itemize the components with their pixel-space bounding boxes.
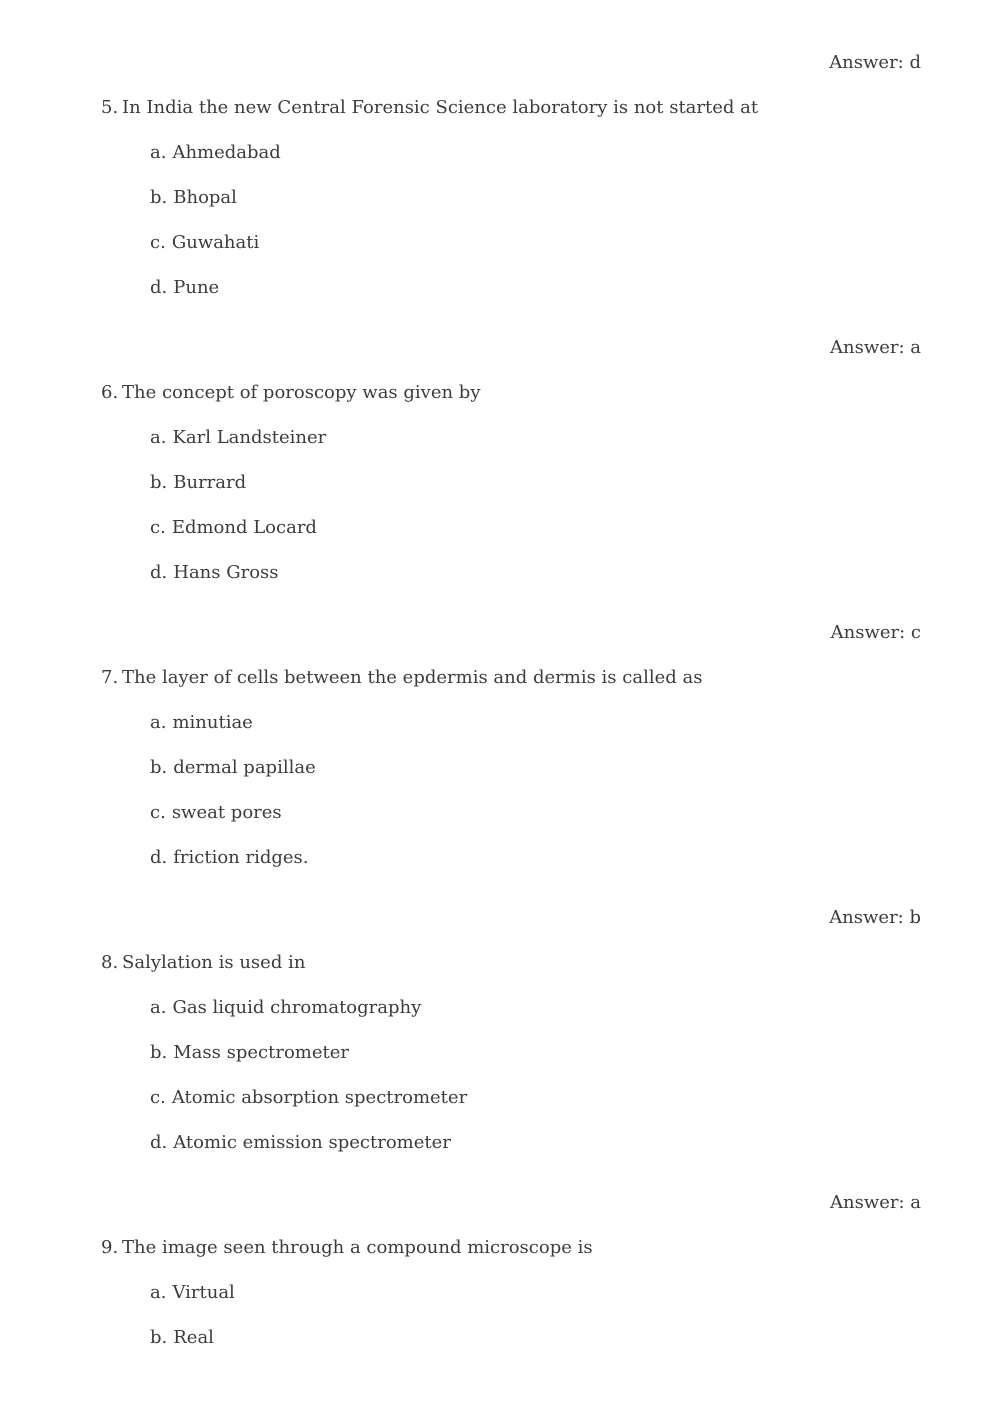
option-text: Hans Gross <box>173 562 279 583</box>
option-5a <box>150 144 281 162</box>
question-number: 8. <box>101 952 119 973</box>
answer-line: Answer: d <box>829 52 921 73</box>
option-text: Edmond Locard <box>171 517 317 538</box>
answer-line: Answer: c <box>830 622 921 643</box>
question-9 <box>101 1239 593 1257</box>
option-5b <box>150 189 237 207</box>
option-letter: c. <box>150 232 166 253</box>
option-7d <box>150 849 309 867</box>
option-text: minutiae <box>172 712 253 733</box>
answer-line: Answer: a <box>829 337 921 358</box>
option-text: Mass spectrometer <box>173 1042 349 1063</box>
option-text: Real <box>173 1327 214 1348</box>
option-5d <box>150 279 219 297</box>
question-text: The concept of poroscopy was given by <box>122 382 481 403</box>
option-text: Burrard <box>173 472 247 493</box>
option-letter: b. <box>150 1327 168 1348</box>
question-5 <box>101 99 758 117</box>
option-text: sweat pores <box>171 802 282 823</box>
option-5c <box>150 234 259 252</box>
option-letter: b. <box>150 472 168 493</box>
question-number: 6. <box>101 382 119 403</box>
option-text: Atomic absorption spectrometer <box>171 1087 468 1108</box>
option-letter: b. <box>150 1042 168 1063</box>
option-text: Virtual <box>172 1282 235 1303</box>
option-text: Gas liquid chromatography <box>172 997 422 1018</box>
question-7 <box>101 669 702 687</box>
option-letter: c. <box>150 1087 166 1108</box>
question-number: 7. <box>101 667 119 688</box>
question-number: 5. <box>101 97 119 118</box>
option-7b <box>150 759 316 777</box>
question-text: Salylation is used in <box>122 952 306 973</box>
option-text: Guwahati <box>171 232 260 253</box>
question-8 <box>101 954 305 972</box>
option-9b <box>150 1329 214 1347</box>
option-7c <box>150 804 282 822</box>
question-text: The layer of cells between the epdermis and dermis is called as <box>122 667 703 688</box>
option-6a <box>150 429 326 447</box>
option-letter: c. <box>150 517 166 538</box>
option-letter: a. <box>150 142 167 163</box>
question-6 <box>101 384 481 402</box>
option-text: Ahmedabad <box>172 142 281 163</box>
answer-line: Answer: a <box>829 1192 921 1213</box>
option-letter: a. <box>150 712 167 733</box>
answer-line: Answer: b <box>829 907 921 928</box>
option-text: friction ridges. <box>173 847 309 868</box>
option-letter: b. <box>150 187 168 208</box>
option-letter: a. <box>150 1282 167 1303</box>
option-9a <box>150 1284 235 1302</box>
question-text: In India the new Central Forensic Science laboratory is not started at <box>122 97 759 118</box>
option-letter: d. <box>150 1132 168 1153</box>
option-letter: d. <box>150 847 168 868</box>
option-letter: c. <box>150 802 166 823</box>
option-6c <box>150 519 317 537</box>
question-number: 9. <box>101 1237 119 1258</box>
option-letter: a. <box>150 427 167 448</box>
option-letter: b. <box>150 757 168 778</box>
question-text: The image seen through a compound microscope is <box>122 1237 593 1258</box>
option-8c <box>150 1089 467 1107</box>
option-letter: a. <box>150 997 167 1018</box>
option-text: Atomic emission spectrometer <box>173 1132 451 1153</box>
option-6b <box>150 474 246 492</box>
option-text: dermal papillae <box>173 757 316 778</box>
option-letter: d. <box>150 277 168 298</box>
option-letter: d. <box>150 562 168 583</box>
option-text: Bhopal <box>173 187 237 208</box>
option-8d <box>150 1134 451 1152</box>
option-text: Pune <box>173 277 220 298</box>
option-text: Karl Landsteiner <box>172 427 327 448</box>
option-8b <box>150 1044 349 1062</box>
option-6d <box>150 564 279 582</box>
option-8a <box>150 999 421 1017</box>
option-7a <box>150 714 253 732</box>
